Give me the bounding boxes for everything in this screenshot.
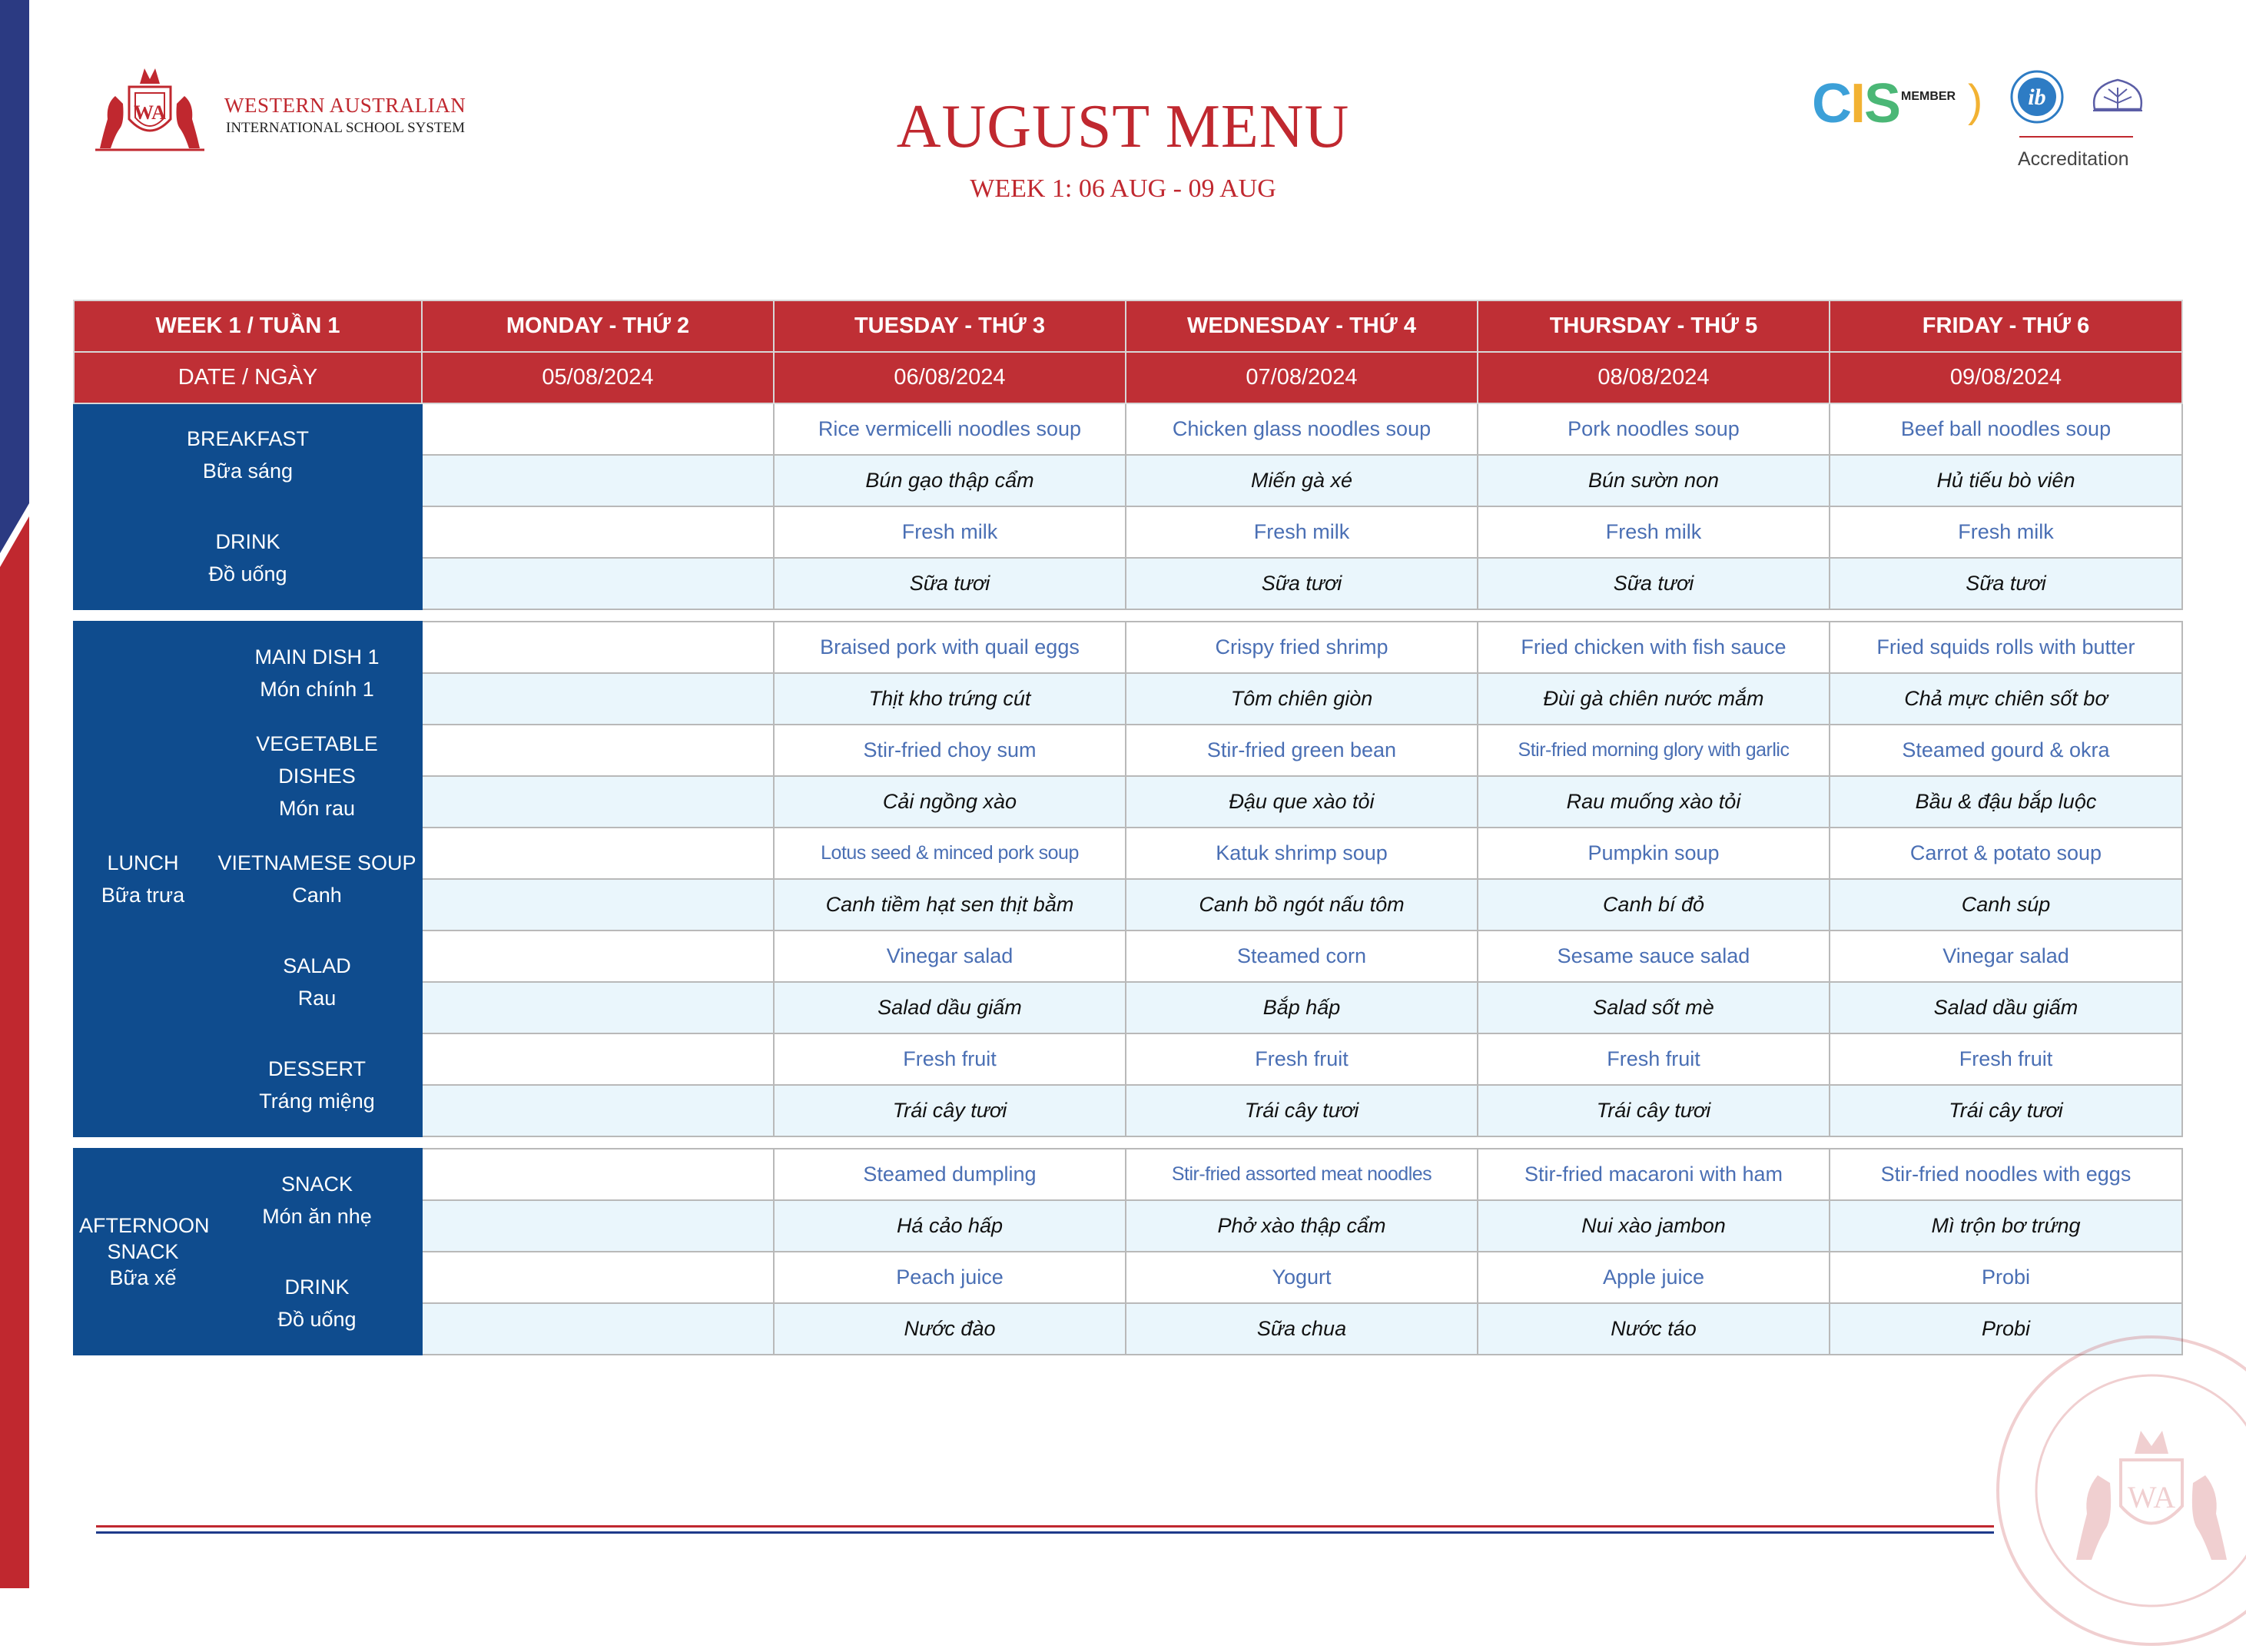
menu-cell: Canh súp — [1830, 879, 2182, 930]
accreditation-divider — [2019, 136, 2133, 138]
footer-line-red — [96, 1525, 1994, 1528]
day-header-thursday: THURSDAY - THỨ 5 — [1478, 300, 1830, 352]
menu-cell: Salad dầu giấm — [1830, 982, 2182, 1033]
menu-cell: Canh bí đỏ — [1478, 879, 1830, 930]
menu-cell: Sữa chua — [1126, 1303, 1478, 1355]
svg-text:ib: ib — [2028, 85, 2046, 110]
ib-logo-icon — [2009, 69, 2065, 124]
menu-cell: Lotus seed & minced pork soup — [774, 828, 1126, 879]
day-header-tuesday: TUESDAY - THỨ 3 — [774, 300, 1126, 352]
menu-cell: Sữa tươi — [1478, 558, 1830, 609]
table-row — [74, 1149, 2182, 1200]
cis-bracket-icon: ) — [1968, 76, 1983, 126]
menu-cell: Fresh fruit — [774, 1033, 1126, 1085]
course-label-main-dish: MAIN DISH 1 Món chính 1 — [212, 622, 422, 725]
menu-cell: Fresh fruit — [1478, 1033, 1830, 1085]
menu-cell: Trái cây tươi — [774, 1085, 1126, 1136]
menu-cell: Miến gà xé — [1126, 455, 1478, 506]
menu-cell: Salad sốt mè — [1478, 982, 1830, 1033]
menu-cell: Chả mực chiên sốt bơ — [1830, 673, 2182, 725]
menu-cell: Sữa tươi — [1126, 558, 1478, 609]
menu-cell — [422, 506, 774, 558]
table-row — [74, 930, 2182, 982]
menu-cell: Cải ngồng xào — [774, 776, 1126, 828]
menu-cell: Đùi gà chiên nước mắm — [1478, 673, 1830, 725]
table-row — [74, 725, 2182, 776]
menu-cell: Fresh fruit — [1126, 1033, 1478, 1085]
course-label-vegetable: VEGETABLE DISHES Món rau — [212, 725, 422, 828]
tree-logo-icon — [2087, 71, 2148, 126]
menu-cell — [422, 558, 774, 609]
menu-cell: Crispy fried shrimp — [1126, 622, 1478, 673]
meal-label-breakfast: BREAKFAST Bữa sáng — [74, 403, 422, 506]
menu-cell: Stir-fried assorted meat noodles — [1126, 1149, 1478, 1200]
menu-cell: Stir-fried choy sum — [774, 725, 1126, 776]
table-row — [74, 1252, 2182, 1303]
menu-cell: Vinegar salad — [774, 930, 1126, 982]
menu-cell: Sesame sauce salad — [1478, 930, 1830, 982]
menu-cell: Probi — [1830, 1303, 2182, 1355]
school-name: WESTERN AUSTRALIAN — [224, 94, 466, 117]
menu-cell: Fried chicken with fish sauce — [1478, 622, 1830, 673]
course-label-afternoon-drink: DRINK Đồ uống — [212, 1252, 422, 1355]
menu-cell: Fried squids rolls with butter — [1830, 622, 2182, 673]
menu-cell: Steamed gourd & okra — [1830, 725, 2182, 776]
section-gap — [74, 1136, 2182, 1149]
menu-cell: Canh bồ ngót nấu tôm — [1126, 879, 1478, 930]
day-header-monday: MONDAY - THỨ 2 — [422, 300, 774, 352]
table-row — [74, 403, 2182, 455]
table-row — [74, 828, 2182, 879]
menu-cell: Fresh milk — [1830, 506, 2182, 558]
menu-cell: Rau muống xào tỏi — [1478, 776, 1830, 828]
menu-cell: Bầu & đậu bắp luộc — [1830, 776, 2182, 828]
accreditation-label: Accreditation — [2018, 148, 2129, 170]
menu-cell: Bắp hấp — [1126, 982, 1478, 1033]
menu-cell: Bún gạo thập cẩm — [774, 455, 1126, 506]
menu-cell — [422, 673, 774, 725]
menu-cell: Beef ball noodles soup — [1830, 403, 2182, 455]
menu-cell: Sữa tươi — [774, 558, 1126, 609]
menu-cell: Rice vermicelli noodles soup — [774, 403, 1126, 455]
table-row — [74, 622, 2182, 673]
page-title: AUGUST MENU — [896, 93, 1350, 161]
menu-cell: Nước táo — [1478, 1303, 1830, 1355]
course-label-salad: SALAD Rau — [212, 930, 422, 1033]
menu-cell: Braised pork with quail eggs — [774, 622, 1126, 673]
menu-cell: Steamed corn — [1126, 930, 1478, 982]
menu-cell — [422, 1200, 774, 1252]
menu-cell: Bún sườn non — [1478, 455, 1830, 506]
menu-cell — [422, 1033, 774, 1085]
date-wednesday: 07/08/2024 — [1126, 352, 1478, 403]
menu-cell — [422, 982, 774, 1033]
table-header-dates — [74, 352, 2182, 403]
svg-text:WA: WA — [2127, 1480, 2176, 1514]
menu-cell: Trái cây tươi — [1830, 1085, 2182, 1136]
course-label-snack: SNACK Món ăn nhẹ — [212, 1149, 422, 1252]
menu-cell: Salad dầu giấm — [774, 982, 1126, 1033]
day-header-wednesday: WEDNESDAY - THỨ 4 — [1126, 300, 1478, 352]
menu-cell: Steamed dumpling — [774, 1149, 1126, 1200]
menu-cell — [422, 1252, 774, 1303]
menu-cell: Phở xào thập cẩm — [1126, 1200, 1478, 1252]
menu-cell — [422, 622, 774, 673]
date-monday: 05/08/2024 — [422, 352, 774, 403]
menu-cell: Fresh milk — [1478, 506, 1830, 558]
course-label-dessert: DESSERT Tráng miệng — [212, 1033, 422, 1136]
menu-cell: Apple juice — [1478, 1252, 1830, 1303]
svg-text:WA: WA — [134, 101, 166, 124]
date-tuesday: 06/08/2024 — [774, 352, 1126, 403]
menu-cell: Chicken glass noodles soup — [1126, 403, 1478, 455]
meal-label-drink: DRINK Đồ uống — [74, 506, 422, 609]
menu-table — [73, 300, 2183, 1355]
school-tagline: INTERNATIONAL SCHOOL SYSTEM — [226, 120, 466, 136]
left-decorative-strip — [0, 0, 29, 1588]
menu-cell: Yogurt — [1126, 1252, 1478, 1303]
week-header-cell: WEEK 1 / TUẦN 1 — [74, 300, 422, 352]
menu-cell — [422, 1149, 774, 1200]
date-friday: 09/08/2024 — [1830, 352, 2182, 403]
menu-cell — [422, 828, 774, 879]
menu-cell: Nước đào — [774, 1303, 1126, 1355]
menu-cell: Probi — [1830, 1252, 2182, 1303]
day-header-friday: FRIDAY - THỨ 6 — [1830, 300, 2182, 352]
menu-cell: Stir-fried green bean — [1126, 725, 1478, 776]
menu-cell: Pork noodles soup — [1478, 403, 1830, 455]
menu-cell — [422, 1085, 774, 1136]
menu-cell: Thịt kho trứng cút — [774, 673, 1126, 725]
cis-logo: CIS — [1812, 73, 1900, 134]
menu-cell: Trái cây tươi — [1126, 1085, 1478, 1136]
section-gap — [74, 609, 2182, 622]
menu-cell: Pumpkin soup — [1478, 828, 1830, 879]
school-seal-watermark-icon — [1990, 1329, 2246, 1652]
date-header-cell: DATE / NGÀY — [74, 352, 422, 403]
menu-cell: Há cảo hấp — [774, 1200, 1126, 1252]
menu-cell — [422, 930, 774, 982]
menu-cell — [422, 403, 774, 455]
menu-cell — [422, 1303, 774, 1355]
menu-cell: Đậu que xào tỏi — [1126, 776, 1478, 828]
cis-member-label: MEMBER — [1901, 90, 1956, 103]
page-subtitle: WEEK 1: 06 AUG - 09 AUG — [970, 174, 1276, 203]
menu-cell: Hủ tiếu bò viên — [1830, 455, 2182, 506]
menu-cell: Nui xào jambon — [1478, 1200, 1830, 1252]
menu-cell: Carrot & potato soup — [1830, 828, 2182, 879]
menu-cell: Vinegar salad — [1830, 930, 2182, 982]
meal-label-afternoon-snack: AFTERNOON SNACK Bữa xế — [74, 1149, 212, 1355]
table-row — [74, 1033, 2182, 1085]
menu-cell: Fresh fruit — [1830, 1033, 2182, 1085]
table-row — [74, 506, 2182, 558]
menu-cell: Katuk shrimp soup — [1126, 828, 1478, 879]
menu-cell — [422, 879, 774, 930]
menu-cell: Tôm chiên giòn — [1126, 673, 1478, 725]
accreditation-logos — [1806, 61, 2167, 177]
menu-cell: Fresh milk — [774, 506, 1126, 558]
meal-label-lunch: LUNCH Bữa trưa — [74, 622, 212, 1136]
menu-cell — [422, 776, 774, 828]
date-thursday: 08/08/2024 — [1478, 352, 1830, 403]
menu-cell — [422, 455, 774, 506]
menu-cell: Mì trộn bơ trứng — [1830, 1200, 2182, 1252]
menu-cell: Stir-fried morning glory with garlic — [1478, 725, 1830, 776]
menu-cell: Stir-fried noodles with eggs — [1830, 1149, 2182, 1200]
footer-line-blue — [96, 1531, 1994, 1534]
table-header-days — [74, 300, 2182, 352]
menu-cell: Peach juice — [774, 1252, 1126, 1303]
menu-cell: Fresh milk — [1126, 506, 1478, 558]
menu-cell: Sữa tươi — [1830, 558, 2182, 609]
menu-cell: Canh tiềm hạt sen thịt bằm — [774, 879, 1126, 930]
course-label-soup: VIETNAMESE SOUP Canh — [212, 828, 422, 930]
menu-cell: Trái cây tươi — [1478, 1085, 1830, 1136]
menu-cell: Stir-fried macaroni with ham — [1478, 1149, 1830, 1200]
menu-cell — [422, 725, 774, 776]
